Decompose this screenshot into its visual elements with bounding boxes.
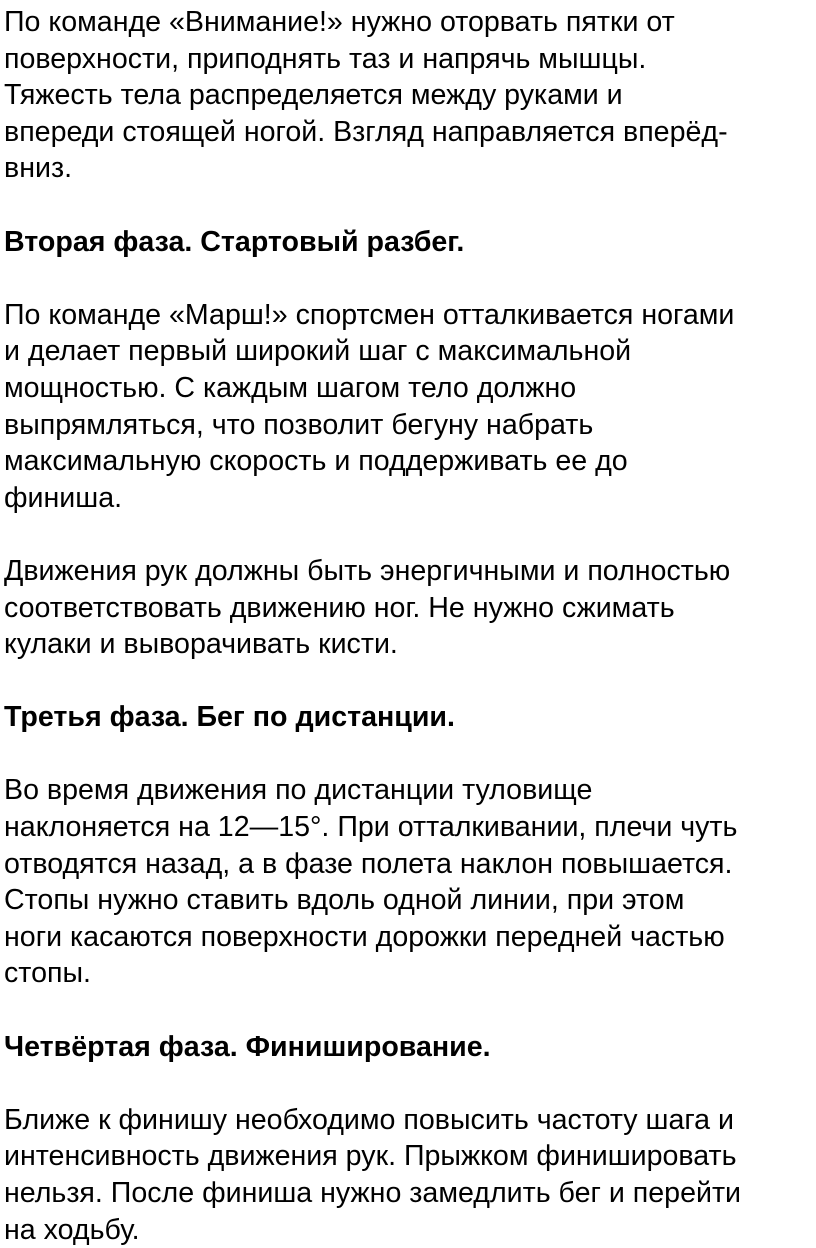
paragraph-finishing <box>4 1102 816 1248</box>
text-line: кулаки и выворачивать кисти. <box>4 628 398 661</box>
text-line: Движения рук должны быть энергичными и полностью <box>4 554 731 587</box>
paragraph-gap <box>4 260 816 297</box>
text-line: По команде «Марш!» спортсмен отталкивается ногами <box>4 298 735 331</box>
heading-text: Четвёртая фаза. Финиширование. <box>4 1030 491 1063</box>
heading-text: Вторая фаза. Стартовый разбег. <box>4 225 465 258</box>
text-line: на ходьбу. <box>4 1213 140 1246</box>
text-line: нельзя. После финиша нужно замедлить бег и перейти <box>4 1177 742 1209</box>
paragraph-march-command <box>4 297 816 517</box>
heading-phase-two <box>4 224 816 261</box>
paragraph-gap <box>4 992 816 1029</box>
text-line: финиша. <box>4 481 123 514</box>
paragraph-gap <box>4 736 816 773</box>
heading-phase-four <box>4 1029 816 1066</box>
text-line: вниз. <box>4 152 73 185</box>
text-line: интенсивность движения рук. Прыжком финишировать <box>4 1140 737 1173</box>
text-line: Ближе к финишу необходимо повысить частоту шага и <box>4 1103 735 1136</box>
heading-text: Третья фаза. Бег по дистанции. <box>4 701 455 734</box>
paragraph-gap <box>4 516 816 553</box>
paragraph-distance-running <box>4 772 816 992</box>
text-line: отводятся назад, а в фазе полета наклон повышается. <box>4 847 733 880</box>
text-line: мощностью. С каждым шагом тело должно <box>4 371 577 404</box>
text-line: поверхности, приподнять таз и напрячь мышцы. <box>4 42 647 75</box>
text-line: Тяжесть тела распределяется между руками и <box>4 79 623 112</box>
paragraph-attention-command <box>4 4 816 187</box>
text-line: Стопы нужно ставить вдоль одной линии, при этом <box>4 884 685 917</box>
text-line: ноги касаются поверхности дорожки передней частью <box>4 920 725 953</box>
heading-phase-three <box>4 699 816 736</box>
text-line: соответствовать движению ног. Не нужно сжимать <box>4 591 675 624</box>
text-line: впереди стоящей ногой. Взгляд направляется вперёд- <box>4 115 728 148</box>
text-line: По команде «Внимание!» нужно оторвать пятки от <box>4 6 675 38</box>
text-line: и делает первый широкий шаг с максимальной <box>4 335 632 368</box>
text-line: Во время движения по дистанции туловище <box>4 774 593 807</box>
text-line: стопы. <box>4 957 91 990</box>
text-line: наклоняется на 12—15°. При отталкивании, плечи чуть <box>4 811 738 844</box>
paragraph-gap <box>4 187 816 224</box>
paragraph-arm-movements <box>4 553 816 663</box>
paragraph-gap <box>4 663 816 700</box>
paragraph-gap <box>4 1065 816 1102</box>
text-line: максимальную скорость и поддерживать ее до <box>4 445 628 478</box>
text-line: выпрямляться, что позволит бегуну набрать <box>4 408 594 441</box>
